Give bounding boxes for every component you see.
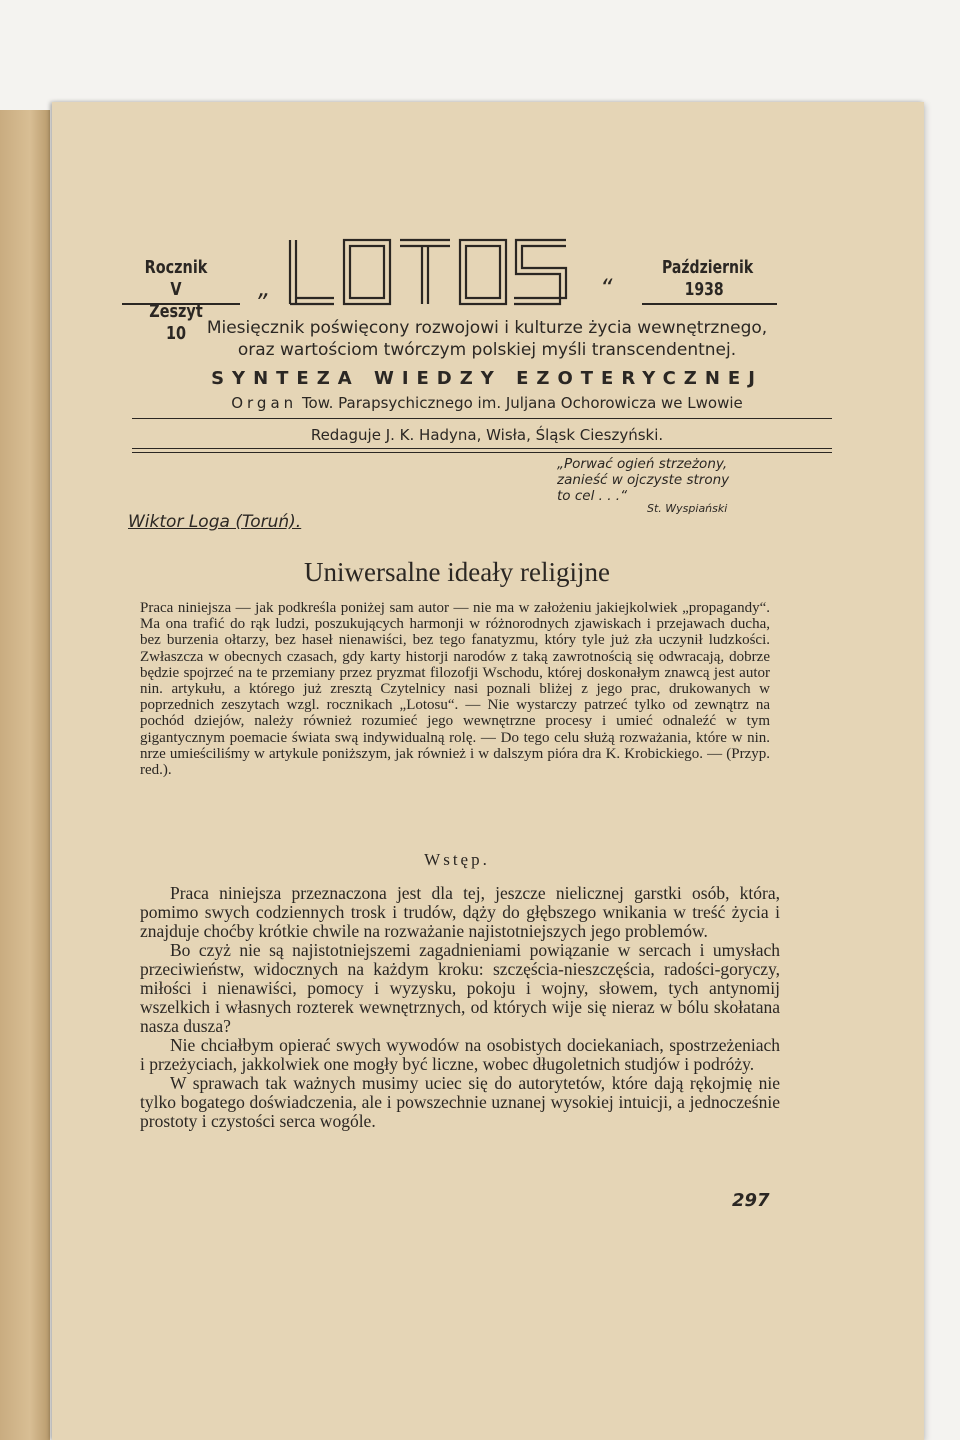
subtitle-line-1: Miesięcznik poświęcony rozwojowi i kulturze życia wewnętrznego, bbox=[206, 318, 768, 338]
logo-open-quote: „ bbox=[258, 274, 269, 302]
epigraph-author: St. Wyspiański bbox=[647, 502, 728, 515]
masthead-rule-1 bbox=[132, 418, 832, 419]
page-number: 297 bbox=[732, 1190, 770, 1211]
month-label: Październik bbox=[662, 257, 754, 278]
epigraph-line-1: „Porwać ogień strzeżony, bbox=[557, 456, 728, 472]
organ-rest: Tow. Parapsychicznego im. Juljana Ochorowicza we Lwowie bbox=[301, 394, 743, 412]
header-right-rule bbox=[642, 303, 777, 305]
article-body bbox=[140, 884, 780, 1131]
previous-page-edge bbox=[0, 110, 50, 1440]
zeszyt-label: Zeszyt 10 bbox=[149, 301, 203, 344]
rocznik-label: Rocznik V bbox=[144, 257, 208, 300]
magazine-page bbox=[52, 102, 924, 1440]
editor-line: Redaguje J. K. Hadyna, Wisła, Śląsk Cieszyński. bbox=[310, 426, 664, 444]
organ-word: Organ bbox=[231, 394, 298, 412]
epigraph-line-3: to cel . . .“ bbox=[557, 488, 628, 504]
lotos-logo bbox=[282, 236, 592, 308]
editor-note: Praca niniejsza — jak podkreśla poniżej sam autor — nie ma w założeniu jakiejkolwiek „propagandy“. Ma ona trafić do rąk ludzi, poszukujących harmonji w różnorodnych zjawiskach i przejawach ducha, bez burzenia ołtarzy, bez haseł nienawiści, bez tego fanatyzmu, który tyle już zła uczynił ludzkości. Zwłaszcza w obecnych czasach, gdy karty historji narodów z taką zawrotnością się odwracają, dobrze będzie spojrzeć na te przemiany przez pryzmat filozofji Wschodu, której doskonałym znawcą jest autor nin. artykułu, a którego już zresztą Czytelnicy nasi poznali bliżej z jego prac, drukowanych w poprzednich zeszytach wzgl. rocznikach „Lotosu“. — Nie wystarczy patrzeć tylko od zewnątrz na pochód dziejów, należy również rozumieć jego wewnętrzne procesy i umieć odnaleźć w tym gigantycznym poemacie świata swą indywidualną rolę. — Do tego celu służą rozważania, które w nin. nrze umieściliśmy w artykule poniższym, jak również i w dalszym piórа dra K. Krobickiego. — (Przyp. red.). bbox=[140, 600, 770, 779]
article-author: Wiktor Loga (Toruń). bbox=[128, 512, 302, 532]
masthead-rule-2 bbox=[132, 448, 832, 449]
header-left-rule bbox=[122, 303, 240, 305]
paragraph: Bo czyż nie są najistotniejszemi zagadnieniami powiązanie w sercach i umysłach przeciwieństw, widocznych na każdym kroku: szczęścia-nieszczęścia, radości-goryczy, miłości i nienawiści, pomocy i wyzysku, pokoju i wojny, słowem, tych antynomij wszelkich i własnych rozterek wewnętrznych, od których wije się nieraz w bólu skołatana nasza dusza? bbox=[140, 940, 780, 1036]
section-heading: Wstęp. bbox=[424, 850, 490, 869]
year-label: 1938 bbox=[684, 279, 724, 300]
logo-close-quote: “ bbox=[600, 274, 611, 302]
synteza-heading: SYNTEZA WIEDZY EZOTERYCZNEJ bbox=[211, 368, 763, 389]
organ-line bbox=[112, 394, 862, 412]
paragraph: W sprawach tak ważnych musimy uciec się do autorytetów, które dają rękojmię nie tylko bogatego doświadczenia, ale i powszechnie uznanej wysokiej intuicji, a jednocześnie prostoty i czystości serca wogóle. bbox=[140, 1073, 780, 1131]
epigraph-line-2: zanieść w ojczyste strony bbox=[557, 472, 730, 488]
article-title: Uniwersalne ideały religijne bbox=[304, 557, 610, 587]
paragraph: Praca niniejsza przeznaczona jest dla tej, jeszcze nielicznej garstki osób, która, pomimo swych codziennych trosk i trudów, dąży do głębszego wnikania w treść życia i znajduje choćby krótkie chwile na rozważanie najistotniejszych jego problemów. bbox=[140, 883, 780, 941]
paragraph: Nie chciałbym opierać swych wywodów na osobistych dociekaniach, spostrzeżeniach i przeżyciach, jakkolwiek one mogły być liczne, wobec długoletnich studjów i podróży. bbox=[140, 1035, 780, 1074]
masthead-rule-3 bbox=[132, 452, 832, 453]
subtitle-line-2: oraz wartościom twórczym polskiej myśli transcendentnej. bbox=[237, 340, 737, 360]
date-info bbox=[662, 257, 754, 301]
epigraph bbox=[557, 456, 777, 504]
